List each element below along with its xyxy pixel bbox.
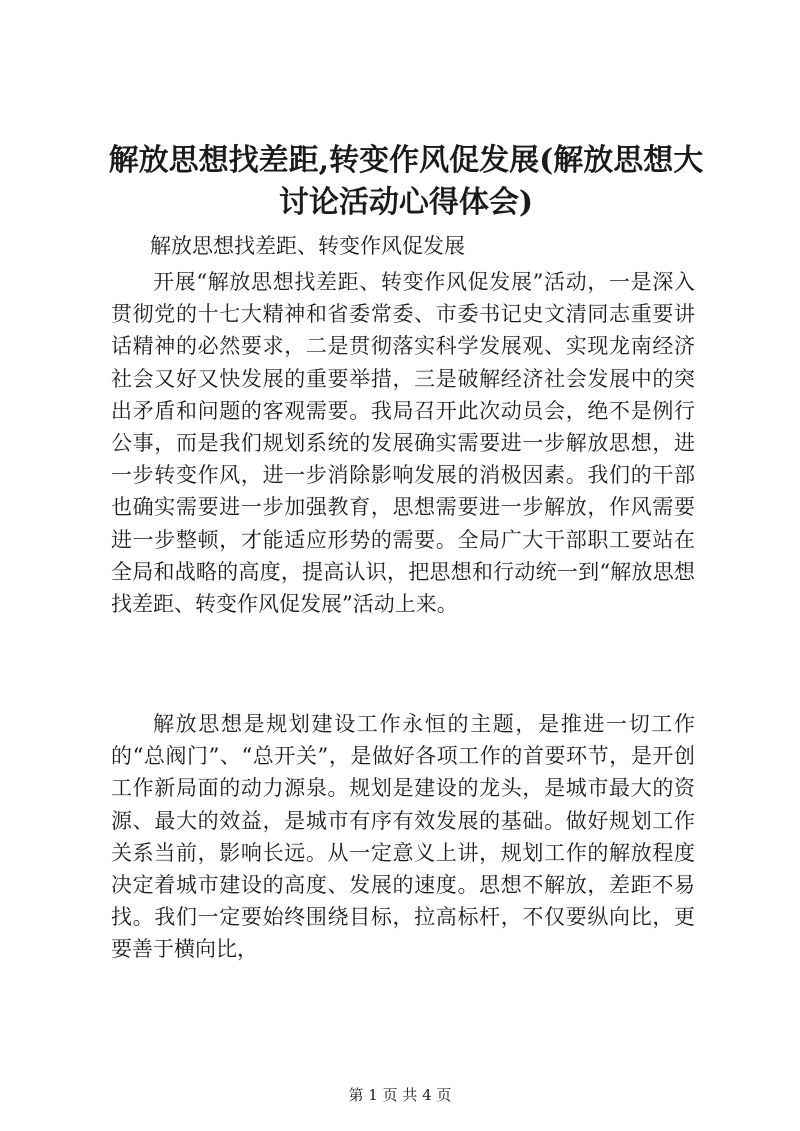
page-footer: 第 1 页 共 4 页: [348, 1086, 452, 1104]
paragraph-2: 解放思想是规划建设工作永恒的主题，是推进一切工作的“总阀门”、“总开关”，是做好各项工作的首要环节，是开创工作新局面的动力源泉。规划是建设的龙头，是城市最大的资源、最大的效益，是城市有序有效发展的基础。做好规划工作关系当前，影响长远。从一定意义上讲，规划工作的解放程度决定着城市建设的高度、发展的速度。思想不解放，差距不易找。我们一定要始终围绕目标，拉高标杆，不仅要纵向比，更要善于横向比，: [111, 712, 695, 962]
paragraph-1: 开展“解放思想找差距、转变作风促发展”活动，一是深入贯彻党的十七大精神和省委常委、市委书记史文清同志重要讲话精神的必然要求，二是贯彻落实科学发展观、实现龙南经济社会又好又快发展的重要举措，三是破解经济社会发展中的突出矛盾和问题的客观需要。我局召开此次动员会，绝不是例行公事，而是我们规划系统的发展确实需要进一步解放思想，进一步转变作风，进一步消除影响发展的消极因素。我们的干部也确实需要进一步加强教育，思想需要进一步解放，作风需要进一步整顿，才能适应形势的需要。全局广大干部职工要站在全局和战略的高度，提高认识，把思想和行动统一到“解放思想找差距、转变作风促发展”活动上来。: [111, 270, 695, 617]
document-subtitle: 解放思想找差距、转变作风促发展: [150, 234, 465, 258]
document-title: 解放思想找差距,转变作风促发展(解放思想大讨论活动心得体会): [108, 143, 704, 220]
